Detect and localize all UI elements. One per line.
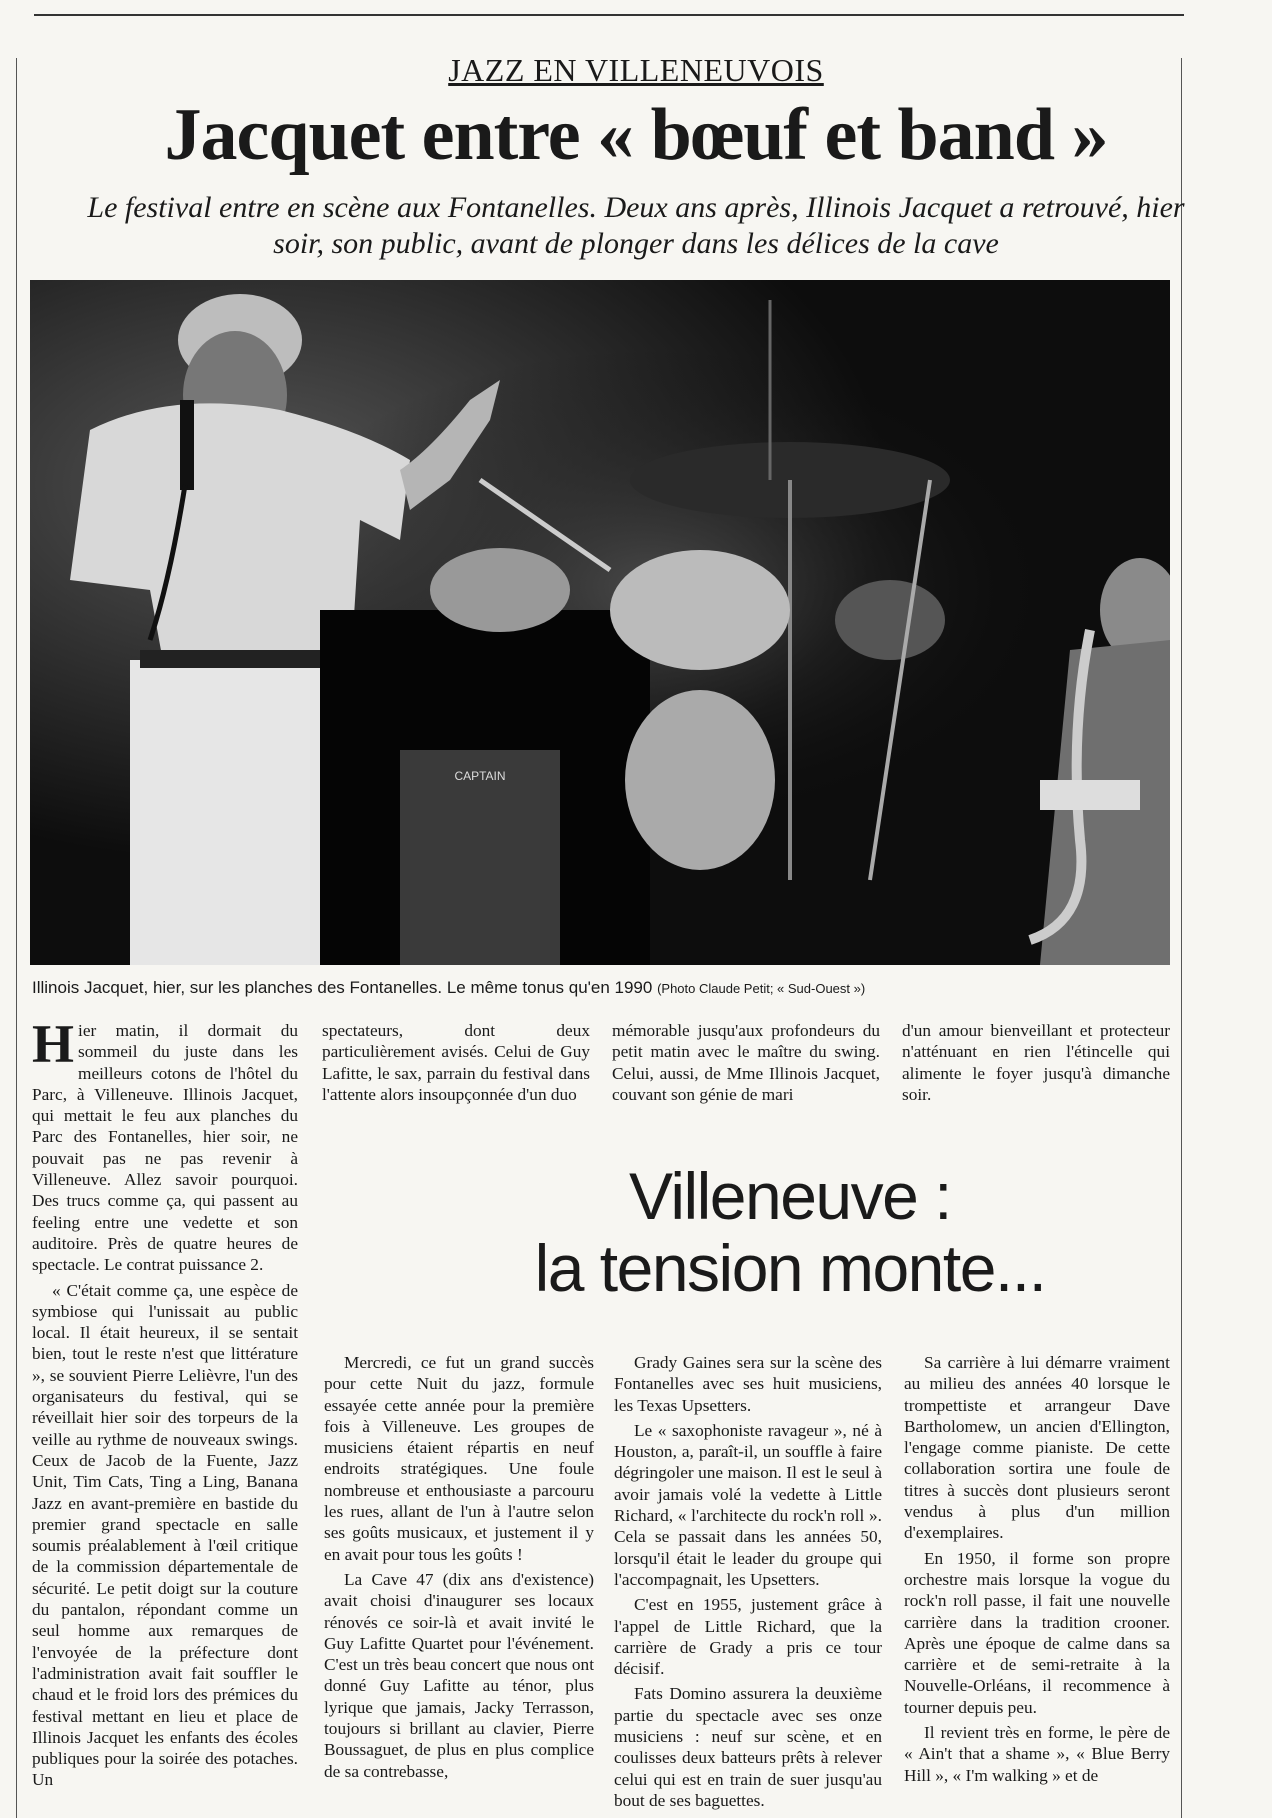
article2-headline-line2: la tension monte... bbox=[534, 1231, 1046, 1305]
article1-col3-text: mémorable jusqu'aux profondeurs du petit matin avec le maître du swing. Celui, aussi, de Mme Illinois Jacquet, couvant son génie de mari bbox=[612, 1021, 880, 1104]
article1-col1-p2: « C'était comme ça, une espèce de symbiose qui l'unissait au public local. Il était heureux, il se sentait bien, tout le reste n'est que littérature », se souvient Pierre Lelièvre, l'un des organisateurs du festival, qui se réveillait hier soir des torpeurs de la veille au rythme de nouveaux swings. Ceux de Jacob de la Fuente, Jazz Unit, Tim Cats, Ting a Ling, Banana Jazz en avant-première en bastide du premier grand spectacle en salle soumis préalablement à l'œil critique de la commission départementale de sécurité. Le petit doigt sur la couture du pantalon, répondant comme un seul homme aux remarques de l'envoyée de la préfecture dont l'administration avait fait souffler le chaud et le froid lors des prémices du festival mettant en lieu et place de Illinois Jacquet les enfants des écoles publiques pour la soirée des potaches. Un bbox=[32, 1280, 298, 1790]
article2-col3-p1: Grady Gaines sera sur la scène des Fontanelles avec ses huit musiciens, les Texas Upsetters. bbox=[614, 1353, 882, 1415]
article2-col4-p1: Sa carrière à lui démarre vraiment au milieu des années 40 lorsque le trompettiste et arrangeur Dave Bartholomew, un ancien d'Ellington, l'engage comme pianiste. De cette collaboration sortira une foule de titres à succès dont plusieurs seront vendus à plus d'un million d'exemplaires. bbox=[904, 1353, 1170, 1543]
article1-col1-p1: ier matin, il dormait du sommeil du juste dans les meilleurs cotons de l'hôtel du Parc, à Villeneuve. Illinois Jacquet, qui mettait le feu aux planches du Parc des Fontanelles, hier soir, ne pouvait pas ne pas revenir à Villeneuve. Allez savoir pourquoi. Des trucs comme ça, qui passent au feeling entre une vedette et son auditoire. Près de quatre heures de spectacle. Le contrat puissance 2. bbox=[32, 1021, 298, 1275]
article2-col4-p3: Il revient très en forme, le père de « Ain't that a shame », « Blue Berry Hill », « I'm walking » et de bbox=[904, 1723, 1170, 1785]
article2-col4 bbox=[904, 1348, 1170, 1789]
article1-col4-text: d'un amour bienveillant et protecteur n'atténuant en rien l'étincelle qui alimente le foyer jusqu'à dimanche soir. bbox=[902, 1021, 1170, 1104]
dropcap: H bbox=[32, 1014, 75, 1074]
article2-col2-p1: Mercredi, ce fut un grand succès pour cette Nuit du jazz, formule essayée cette année pour la première fois à Villeneuve. Les groupes de musiciens étaient répartis en neuf endroits stratégiques. Une foule nombreuse et enthousiaste a parcouru les rues, allant de l'un à l'autre selon ses goûts musicaux, et justement il y en avait pour tous les goûts ! bbox=[324, 1353, 594, 1564]
deck: Le festival entre en scène aux Fontanelles. Deux ans après, Illinois Jacquet a retrouvé, hier soir, son public, avant de plonger dans les délices de la cave bbox=[87, 191, 1185, 260]
article2-headline-line1: Villeneuve : bbox=[628, 1159, 952, 1233]
kicker: JAZZ EN VILLENEUVOIS bbox=[448, 52, 824, 88]
article2-col3-p3: C'est en 1955, justement grâce à l'appel de Little Richard, que la carrière de Grady a pris ce tour décisif. bbox=[614, 1595, 882, 1679]
article2-col3 bbox=[614, 1348, 882, 1814]
article1-col4 bbox=[902, 1020, 1170, 1108]
concert-photo bbox=[30, 280, 1170, 965]
headline: Jacquet entre « bœuf et band » bbox=[164, 94, 1108, 176]
amplifier-label: CAPTAIN bbox=[454, 769, 506, 783]
article2-col4-p2: En 1950, il forme son propre orchestre mais lorsque la vogue du rock'n roll passe, il fait une nouvelle carrière dans la tradition crooner. Après une époque de calme dans sa carrière et de semi-retraite à la Nouvelle-Orléans, il recommence à tourner depuis peu. bbox=[904, 1548, 1170, 1717]
article1-col1 bbox=[32, 1014, 298, 1794]
article1-col2 bbox=[322, 1020, 590, 1108]
caption-text: Illinois Jacquet, hier, sur les planches des Fontanelles. Le même tonus qu'en 1990 bbox=[32, 978, 653, 997]
article2-col2-p2: La Cave 47 (dix ans d'existence) avait choisi d'inaugurer ses locaux rénovés ce soir-là et avait invité le Guy Lafitte Quartet pour l'événement. C'est un très beau concert que nous ont donné Guy Lafitte au ténor, plus lyrique que jamais, Jacky Terrasson, toujours si brillant au clavier, Pierre Boussaguet, de plus en plus complice de sa contrebasse, bbox=[324, 1569, 594, 1781]
article2-col3-p4: Fats Domino assurera la deuxième partie du spectacle avec ses onze musiciens : neuf sur scène, et en coulisses deux batteurs prêts à relever celui qui est en train de suer jusqu'au bout de ses baguettes. bbox=[614, 1684, 882, 1810]
article2-col3-p2: Le « saxophoniste ravageur », né à Houston, a, paraît-il, un souffle à faire dégringoler une maison. Il est le seul à avoir jamais volé la vedette à Little Richard, « l'architecte du rock'n roll ». Cela se passait dans les années 50, lorsqu'il était le leader du groupe qui l'accompagnait, les Upsetters. bbox=[614, 1420, 882, 1589]
article2-col2 bbox=[324, 1348, 594, 1785]
photo-credit: (Photo Claude Petit; « Sud-Ouest ») bbox=[657, 981, 866, 996]
article1-col3 bbox=[612, 1020, 880, 1108]
photo-caption bbox=[32, 978, 1172, 998]
top-rule bbox=[34, 14, 1184, 16]
article2-headline bbox=[440, 1160, 1140, 1304]
article1-col2-text: spectateurs, dont deux particulièrement avisés. Celui de Guy Lafitte, le sax, parrain du festival dans l'attente alors insoupçonnée d'un duo bbox=[322, 1021, 590, 1104]
